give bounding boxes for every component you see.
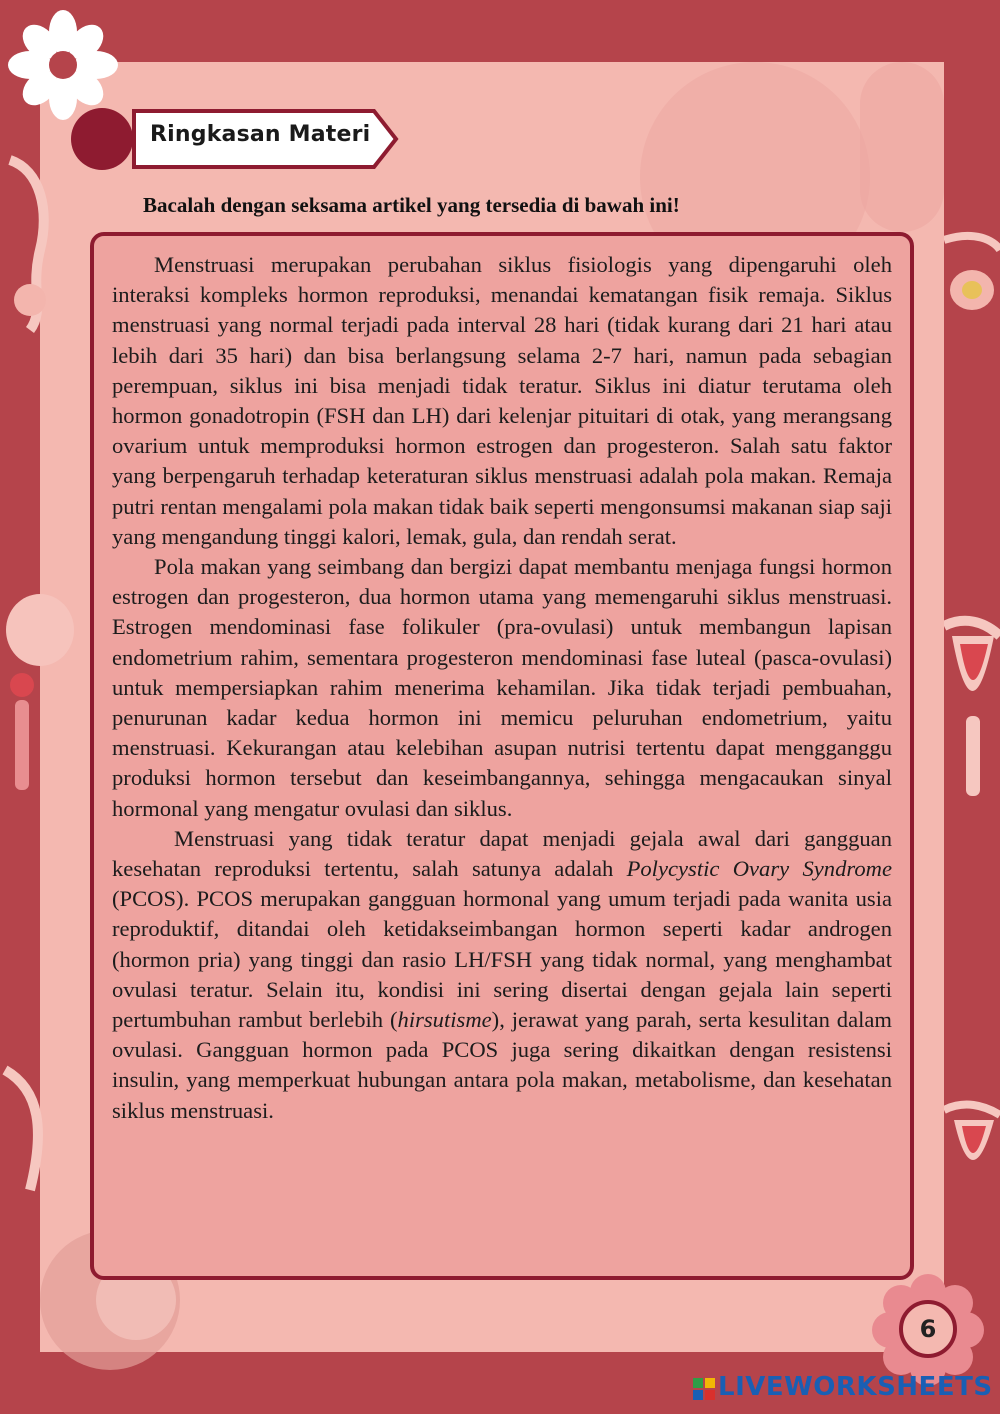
liveworksheets-watermark: LIVEWORKSHEETS	[718, 1372, 993, 1402]
article-paragraph-2: Pola makan yang seimbang dan bergizi dapat membantu menjaga fungsi hormon estrogen dan progesteron, dua hormon utama yang memengaruhi siklus menstruasi. Estrogen mendominasi fase folikuler (pra-ovulasi) untuk membangun lapisan endometrium rahim, sementara progesteron mendominasi fase luteal (pasca-ovulasi) untuk mempersiapkan rahim menerima kehamilan. Jika tidak terjadi pembuahan, penurunan kadar kedua hormon ini memicu peluruhan endometrium, yaitu menstruasi. Kekurangan atau kelebihan asupan nutrisi tertentu dapat mengganggu produksi hormon tersebut dan keseimbangannya, sehingga mengacaukan sinyal hormonal yang mengatur ovulasi dan siklus.	[112, 554, 892, 821]
italic-term: Polycystic Ovary Syndrome	[626, 856, 892, 882]
article-paragraph-1: Menstruasi merupakan perubahan siklus fisiologis yang dipengaruhi oleh interaksi kompleks hormon reproduksi, menandai kematangan fisik remaja. Siklus menstruasi yang normal terjadi pada interval 28 hari (tidak kurang dari 21 hari atau lebih dari 35 hari) dan bisa berlangsung selama 2-7 hari, namun pada sebagian perempuan, siklus ini bisa menjadi tidak teratur. Siklus ini diatur terutama oleh hormon gonadotropin (FSH dan LH) dari kelenjar pituitari di otak, yang merangsang ovarium untuk memproduksi hormon estrogen dan progesteron. Salah satu faktor yang berpengaruh terhadap keteraturan siklus menstruasi adalah pola makan. Remaja putri rentan mengalami pola makan tidak baik seperti mengonsumsi makanan siap saji yang mengandung tinggi kalori, lemak, gula, dan rendah serat.	[112, 252, 892, 549]
uterus-illustration-icon	[944, 1090, 1000, 1210]
page-number: 6	[899, 1300, 957, 1358]
instruction-text: Bacalah dengan seksama artikel yang tersedia di bawah ini!	[143, 193, 680, 217]
anatomy-illustration-icon	[0, 1060, 60, 1200]
liveworksheets-logo-icon	[693, 1378, 715, 1400]
section-heading: Ringkasan Materi	[150, 122, 371, 147]
uterus-illustration-icon	[944, 220, 1000, 330]
anatomy-illustration-icon	[0, 590, 90, 800]
anatomy-illustration-icon	[0, 150, 60, 340]
uterus-illustration-icon	[944, 596, 1000, 806]
article-paragraph-3: Menstruasi yang tidak teratur dapat menjadi gejala awal dari gangguan kesehatan reproduksi tertentu, salah satunya adalah Polycystic Ovary Syndrome (PCOS). PCOS merupakan gangguan hormonal yang umum terjadi pada wanita usia reproduktif, ditandai oleh ketidakseimbangan hormon seperti kadar androgen (hormon pria) yang tinggi dan rasio LH/FSH yang tidak normal, yang menghambat ovulasi teratur. Selain itu, kondisi ini sering disertai dengan gejala lain seperti pertumbuhan rambut berlebih (hirsutisme), jerawat yang parah, serta kesulitan dalam ovulasi. Gangguan hormon pada PCOS juga sering dikaitkan dengan resistensi insulin, yang memperkuat hubungan antara pola makan, metabolisme, dan kesehatan siklus menstruasi.	[112, 825, 892, 1123]
flower-icon	[8, 10, 118, 120]
deco-circle	[860, 62, 944, 232]
italic-term: hirsutisme	[397, 1007, 492, 1033]
article-box	[90, 232, 914, 1280]
